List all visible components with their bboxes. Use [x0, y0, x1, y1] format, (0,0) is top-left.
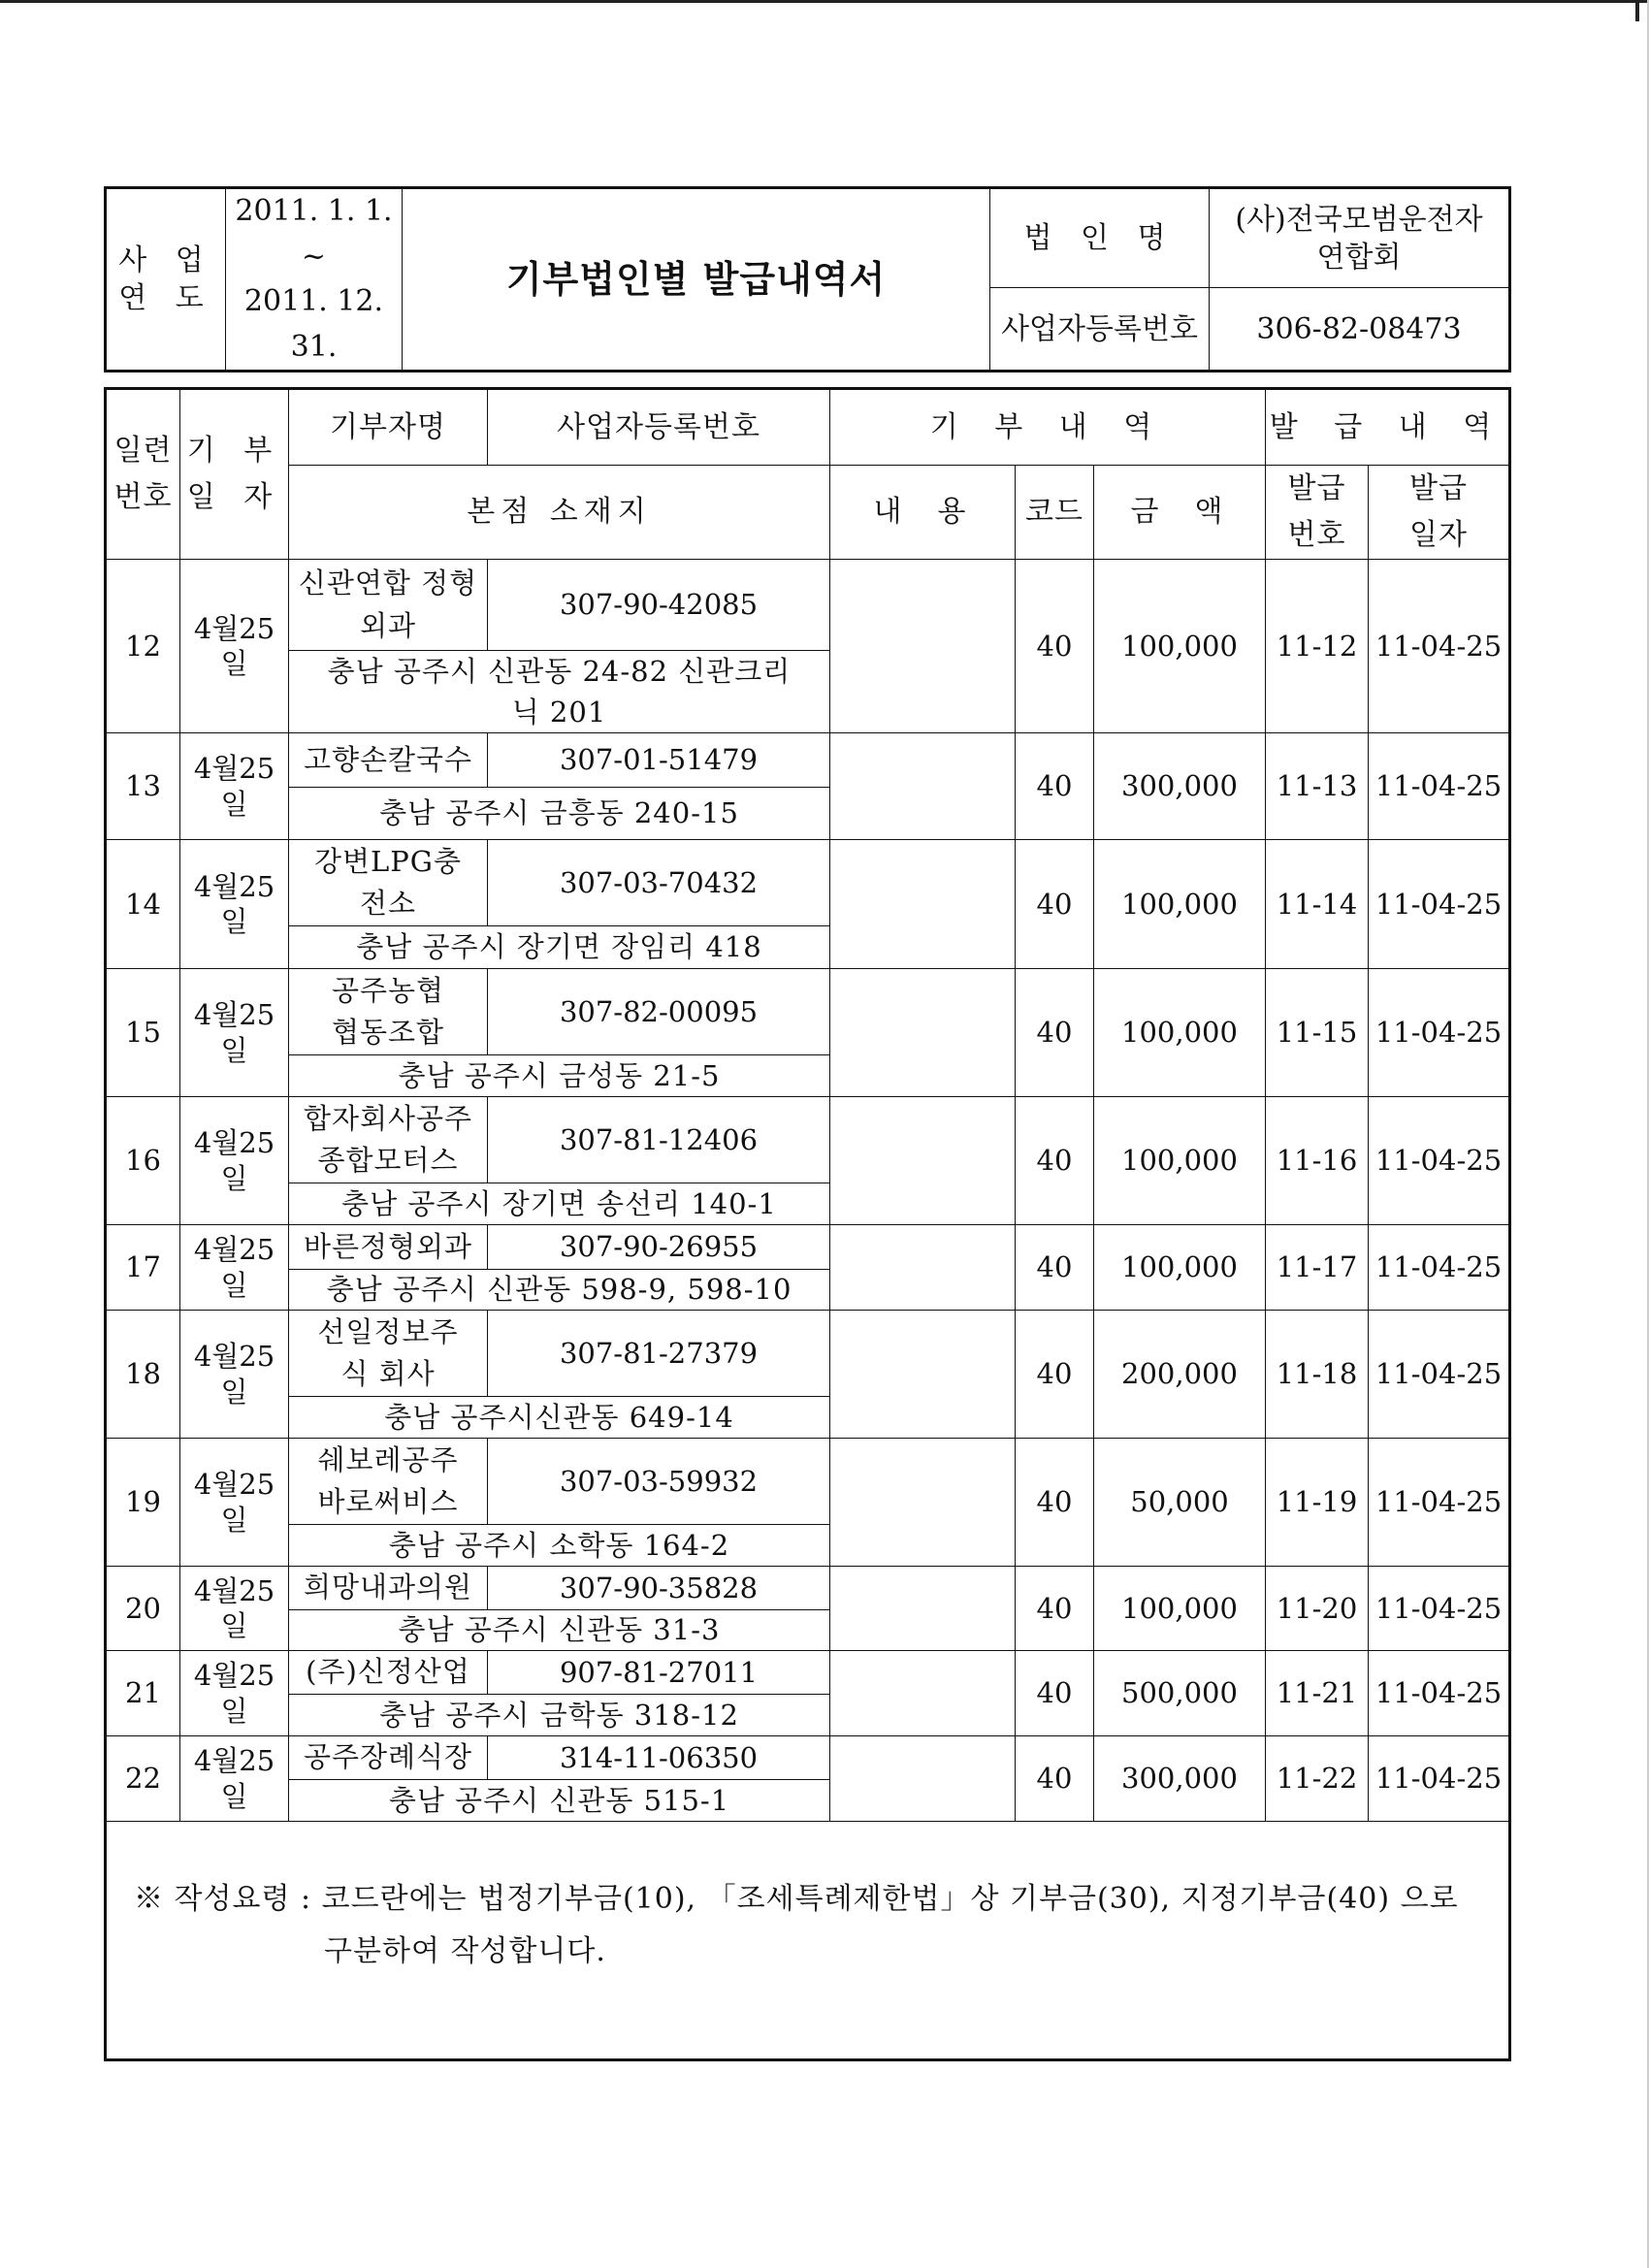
table-row — [106, 1651, 1510, 1695]
row-no: 16 — [106, 1097, 180, 1225]
row-issue-no: 11-19 — [1266, 1439, 1369, 1567]
business-year-label — [106, 188, 226, 372]
row-content — [830, 1651, 1016, 1736]
row-issue-no: 11-17 — [1266, 1225, 1369, 1311]
row-code: 40 — [1016, 840, 1094, 969]
row-biz-no: 307-01-51479 — [488, 733, 830, 788]
row-amount: 300,000 — [1094, 733, 1266, 840]
row-date: 4월25일 — [180, 1225, 289, 1311]
row-code: 40 — [1016, 1567, 1094, 1651]
row-no: 22 — [106, 1736, 180, 1822]
row-code: 40 — [1016, 733, 1094, 840]
row-address: 충남 공주시 소학동 164-2 — [289, 1525, 830, 1567]
table-row — [106, 560, 1510, 651]
row-issue-date: 11-04-25 — [1369, 840, 1510, 969]
corp-name-label: 법 인 명 — [990, 188, 1210, 288]
table-row — [106, 1311, 1510, 1397]
row-donor-name: 공주장례식장 — [289, 1736, 488, 1780]
row-amount: 300,000 — [1094, 1736, 1266, 1822]
row-date: 4월25일 — [180, 1651, 289, 1736]
col-issue-date-bottom: 일자 — [1409, 518, 1468, 552]
row-no: 14 — [106, 840, 180, 969]
col-donor-address: 본점 소재지 — [289, 466, 830, 560]
row-no: 12 — [106, 560, 180, 733]
row-issue-no: 11-14 — [1266, 840, 1369, 969]
row-date: 4월25일 — [180, 1311, 289, 1439]
table-row — [106, 969, 1510, 1055]
row-donor-name: 합자회사공주 종합모터스 — [289, 1097, 488, 1183]
writing-guide-note — [106, 1822, 1510, 2060]
column-header-row-2 — [106, 466, 1510, 560]
row-address: 충남 공주시 신관동 598-9, 598-10 — [289, 1270, 830, 1311]
row-date: 4월25일 — [180, 1097, 289, 1225]
row-issue-no: 11-18 — [1266, 1311, 1369, 1439]
row-issue-date: 11-04-25 — [1369, 1651, 1510, 1736]
row-no: 15 — [106, 969, 180, 1097]
table-row — [106, 1097, 1510, 1183]
scan-edge-mark — [1635, 0, 1639, 21]
table-row — [106, 1736, 1510, 1780]
row-date: 4월25일 — [180, 969, 289, 1097]
row-no: 21 — [106, 1651, 180, 1736]
row-no: 17 — [106, 1225, 180, 1311]
col-issue-group: 발 급 내 역 — [1266, 389, 1510, 466]
row-date: 4월25일 — [180, 560, 289, 733]
corp-name-line2: 연합회 — [1316, 240, 1402, 275]
table-row — [106, 1225, 1510, 1270]
table-row — [106, 733, 1510, 788]
row-date: 4월25일 — [180, 1439, 289, 1567]
row-address: 충남 공주시 신관동 24-82 신관크리닉 201 — [289, 651, 830, 733]
business-year-label-bottom: 연 도 — [118, 281, 213, 315]
scan-edge-top — [0, 0, 1649, 3]
row-donor-name: 공주농협 협동조합 — [289, 969, 488, 1055]
col-code: 코드 — [1016, 466, 1094, 560]
row-no: 18 — [106, 1311, 180, 1439]
row-address: 충남 공주시신관동 649-14 — [289, 1397, 830, 1439]
row-content — [830, 840, 1016, 969]
row-content — [830, 1097, 1016, 1225]
row-code: 40 — [1016, 969, 1094, 1097]
row-issue-no: 11-22 — [1266, 1736, 1369, 1822]
table-row — [106, 1439, 1510, 1525]
col-serial-top: 일련 — [113, 434, 173, 468]
row-code: 40 — [1016, 1651, 1094, 1736]
col-issue-date-top: 발급 — [1409, 471, 1468, 505]
row-issue-no: 11-12 — [1266, 560, 1369, 733]
table-row — [106, 840, 1510, 926]
row-address: 충남 공주시 금학동 318-12 — [289, 1695, 830, 1736]
col-donation-date — [180, 389, 289, 560]
row-code: 40 — [1016, 1439, 1094, 1567]
row-issue-no: 11-21 — [1266, 1651, 1369, 1736]
row-code: 40 — [1016, 1311, 1094, 1439]
row-biz-no: 307-90-26955 — [488, 1225, 830, 1270]
row-biz-no: 307-03-59932 — [488, 1439, 830, 1525]
col-issue-no-bottom: 번호 — [1287, 518, 1346, 552]
note-line-1: ※ 작성요령 : 코드란에는 법정기부금(10), 「조세특례제한법」상 기부금(30), 지정기부금(40) 으로 — [134, 1882, 1459, 1917]
row-issue-no: 11-15 — [1266, 969, 1369, 1097]
row-biz-no: 307-03-70432 — [488, 840, 830, 926]
row-content — [830, 1567, 1016, 1651]
col-donation-group: 기 부 내 역 — [830, 389, 1266, 466]
period-end: 2011. 12. 31. — [243, 284, 384, 364]
row-issue-date: 11-04-25 — [1369, 560, 1510, 733]
row-biz-no: 307-81-27379 — [488, 1311, 830, 1397]
row-no: 13 — [106, 733, 180, 840]
row-content — [830, 1311, 1016, 1439]
col-date-top: 기 부 — [186, 434, 282, 468]
row-no: 19 — [106, 1439, 180, 1567]
row-issue-date: 11-04-25 — [1369, 1439, 1510, 1567]
header-table — [104, 186, 1511, 373]
row-donor-name: 신관연합 정형외과 — [289, 560, 488, 651]
row-address: 충남 공주시 장기면 장임리 418 — [289, 926, 830, 969]
row-issue-date: 11-04-25 — [1369, 1311, 1510, 1439]
row-issue-date: 11-04-25 — [1369, 1097, 1510, 1225]
row-biz-no: 307-90-42085 — [488, 560, 830, 651]
row-issue-date: 11-04-25 — [1369, 1736, 1510, 1822]
corp-name — [1210, 188, 1510, 288]
row-issue-date: 11-04-25 — [1369, 733, 1510, 840]
row-amount: 100,000 — [1094, 969, 1266, 1097]
row-biz-no: 314-11-06350 — [488, 1736, 830, 1780]
business-period — [226, 188, 403, 372]
row-biz-no: 907-81-27011 — [488, 1651, 830, 1695]
row-biz-no: 307-90-35828 — [488, 1567, 830, 1610]
biz-no: 306-82-08473 — [1210, 288, 1510, 372]
col-issue-no — [1266, 466, 1369, 560]
row-donor-name: 바른정형외과 — [289, 1225, 488, 1270]
column-header-row-1 — [106, 389, 1510, 466]
row-date: 4월25일 — [180, 1736, 289, 1822]
col-donor-biz-no: 사업자등록번호 — [488, 389, 830, 466]
row-amount: 200,000 — [1094, 1311, 1266, 1439]
row-address: 충남 공주시 장기면 송선리 140-1 — [289, 1183, 830, 1225]
row-code: 40 — [1016, 1097, 1094, 1225]
row-donor-name: (주)신정산업 — [289, 1651, 488, 1695]
note-row — [106, 1822, 1510, 2060]
col-donor-name: 기부자명 — [289, 389, 488, 466]
row-biz-no: 307-81-12406 — [488, 1097, 830, 1183]
col-amount: 금 액 — [1094, 466, 1266, 560]
row-amount: 100,000 — [1094, 560, 1266, 733]
period-start: 2011. 1. 1. — [235, 194, 393, 228]
row-donor-name: 쉐보레공주 바로써비스 — [289, 1439, 488, 1525]
row-issue-date: 11-04-25 — [1369, 1567, 1510, 1651]
row-address: 충남 공주시 금흥동 240-15 — [289, 788, 830, 840]
row-date: 4월25일 — [180, 840, 289, 969]
row-address: 충남 공주시 금성동 21-5 — [289, 1055, 830, 1097]
row-code: 40 — [1016, 560, 1094, 733]
col-issue-date — [1369, 466, 1510, 560]
row-content — [830, 560, 1016, 733]
row-content — [830, 1439, 1016, 1567]
period-separator: ~ — [301, 239, 327, 274]
row-issue-no: 11-16 — [1266, 1097, 1369, 1225]
row-code: 40 — [1016, 1736, 1094, 1822]
row-no: 20 — [106, 1567, 180, 1651]
row-biz-no: 307-82-00095 — [488, 969, 830, 1055]
row-content — [830, 1736, 1016, 1822]
row-amount: 100,000 — [1094, 1567, 1266, 1651]
row-amount: 50,000 — [1094, 1439, 1266, 1567]
row-amount: 500,000 — [1094, 1651, 1266, 1736]
row-donor-name: 고향손칼국수 — [289, 733, 488, 788]
row-content — [830, 969, 1016, 1097]
issuance-table — [104, 387, 1511, 2061]
col-content: 내 용 — [830, 466, 1016, 560]
row-issue-date: 11-04-25 — [1369, 1225, 1510, 1311]
row-date: 4월25일 — [180, 1567, 289, 1651]
row-code: 40 — [1016, 1225, 1094, 1311]
business-year-label-top: 사 업 — [118, 243, 213, 277]
row-issue-date: 11-04-25 — [1369, 969, 1510, 1097]
row-date: 4월25일 — [180, 733, 289, 840]
row-amount: 100,000 — [1094, 1097, 1266, 1225]
col-date-bottom: 일 자 — [186, 480, 282, 514]
document-title: 기부법인별 발급내역서 — [403, 188, 990, 372]
row-amount: 100,000 — [1094, 840, 1266, 969]
table-row — [106, 1567, 1510, 1610]
row-donor-name: 선일정보주식 회사 — [289, 1311, 488, 1397]
row-issue-no: 11-13 — [1266, 733, 1369, 840]
col-serial-bottom: 번호 — [113, 480, 173, 514]
row-address: 충남 공주시 신관동 515-1 — [289, 1780, 830, 1822]
row-address: 충남 공주시 신관동 31-3 — [289, 1610, 830, 1651]
row-content — [830, 733, 1016, 840]
row-amount: 100,000 — [1094, 1225, 1266, 1311]
biz-no-label: 사업자등록번호 — [990, 288, 1210, 372]
col-issue-no-top: 발급 — [1287, 471, 1346, 505]
note-line-2: 구분하여 작성합니다. — [324, 1934, 606, 1969]
row-issue-no: 11-20 — [1266, 1567, 1369, 1651]
row-content — [830, 1225, 1016, 1311]
col-serial — [106, 389, 180, 560]
corp-name-line1: (사)전국모범운전자 — [1235, 202, 1483, 237]
row-donor-name: 강변LPG충전소 — [289, 840, 488, 926]
row-donor-name: 희망내과의원 — [289, 1567, 488, 1610]
